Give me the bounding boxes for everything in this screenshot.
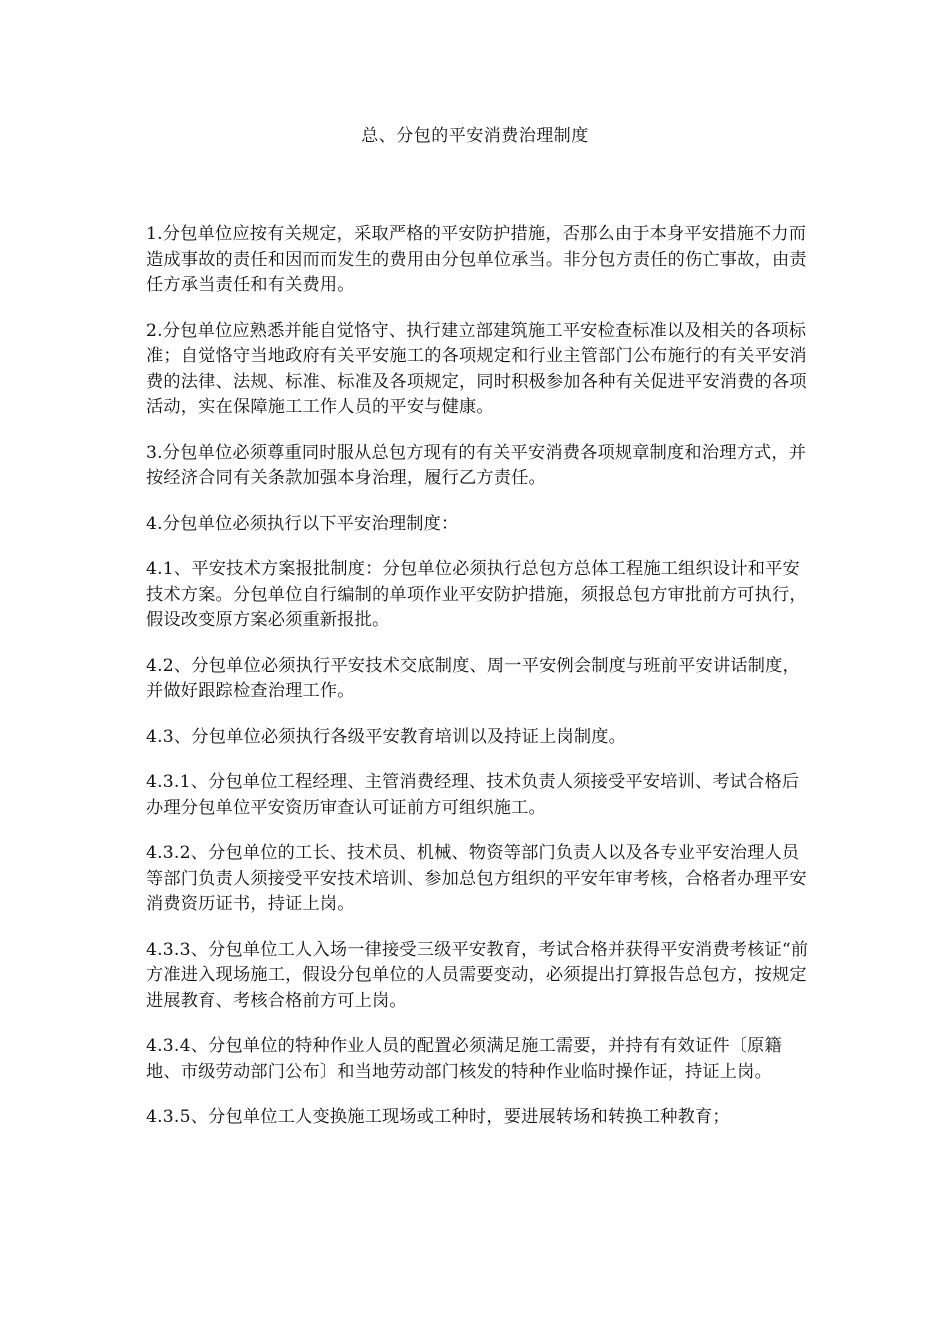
paragraph-4-3-1: 4.3.1、分包单位工程经理、主管消费经理、技术负责人须接受平安培训、考试合格后办理分包单位平安资历审查认可证前方可组织施工。 (146, 772, 800, 818)
document-title: 总、分包的平安消费治理制度 (361, 126, 589, 146)
paragraph-4-3-5: 4.3.5、分包单位工人变换施工现场或工种时，要进展转场和转换工种教育； (146, 1107, 730, 1127)
paragraph-4-3-4: 4.3.4、分包单位的特种作业人员的配置必须满足施工需要，并持有有效证件〔原籍地、市级劳动部门公布〕和当地劳动部门核发的特种作业临时操作证，持证上岗。 (146, 1036, 782, 1082)
paragraph-4-3: 4.3、分包单位必须执行各级平安教育培训以及持证上岗制度。 (146, 726, 627, 747)
paragraph-3: 3.分包单位必须尊重同时服从总包方现有的有关平安消费各项规章制度和治理方式，并按经济合同有关条款加强本身治理，履行乙方责任。 (146, 442, 807, 488)
paragraph-4-3-2: 4.3.2、分包单位的工长、技术员、机械、物资等部门负责人以及各专业平安治理人员等部门负责人须接受平安技术培训、参加总包方组织的平安年审考核，合格者办理平安消费资历证书，持证上岗。 (146, 843, 807, 914)
paragraph-4-2: 4.2、分包单位必须执行平安技术交底制度、周一平安例会制度与班前平安讲话制度，并做好跟踪检查治理工作。 (146, 655, 800, 701)
paragraph-4: 4.分包单位必须执行以下平安治理制度： (146, 513, 459, 534)
document-body (146, 222, 810, 1151)
paragraph-2: 2.分包单位应熟悉并能自觉恪守、执行建立部建筑施工平安检查标准以及相关的各项标准；自觉恪守当地政府有关平安施工的各项规定和行业主管部门公布施行的有关平安消费的法律、法规、标准、标准及各项规定，同时积极参加各种有关促进平安消费的各项活动，实在保障施工工作人员的平安与健康。 (146, 320, 807, 417)
paragraph-1: 1.分包单位应按有关规定，采取严格的平安防护措施，否那么由于本身平安措施不力而造成事故的责任和因而而发生的费用由分包单位承当。非分包方责任的伤亡事故，由责任方承当责任和有关费用。 (146, 224, 807, 295)
paragraph-4-3-3: 4.3.3、分包单位工人入场一律接受三级平安教育，考试合格并获得平安消费考核证“前方准进入现场施工，假设分包单位的人员需要变动，必须提出打算报告总包方，按规定进展教育、考核合格前方可上岗。 (146, 939, 809, 1011)
paragraph-4-1: 4.1、平安技术方案报批制度：分包单位必须执行总包方总体工程施工组织设计和平安技术方案。分包单位自行编制的单项作业平安防护措施，须报总包方审批前方可执行，假设改变原方案必须重新报批。 (146, 559, 807, 630)
